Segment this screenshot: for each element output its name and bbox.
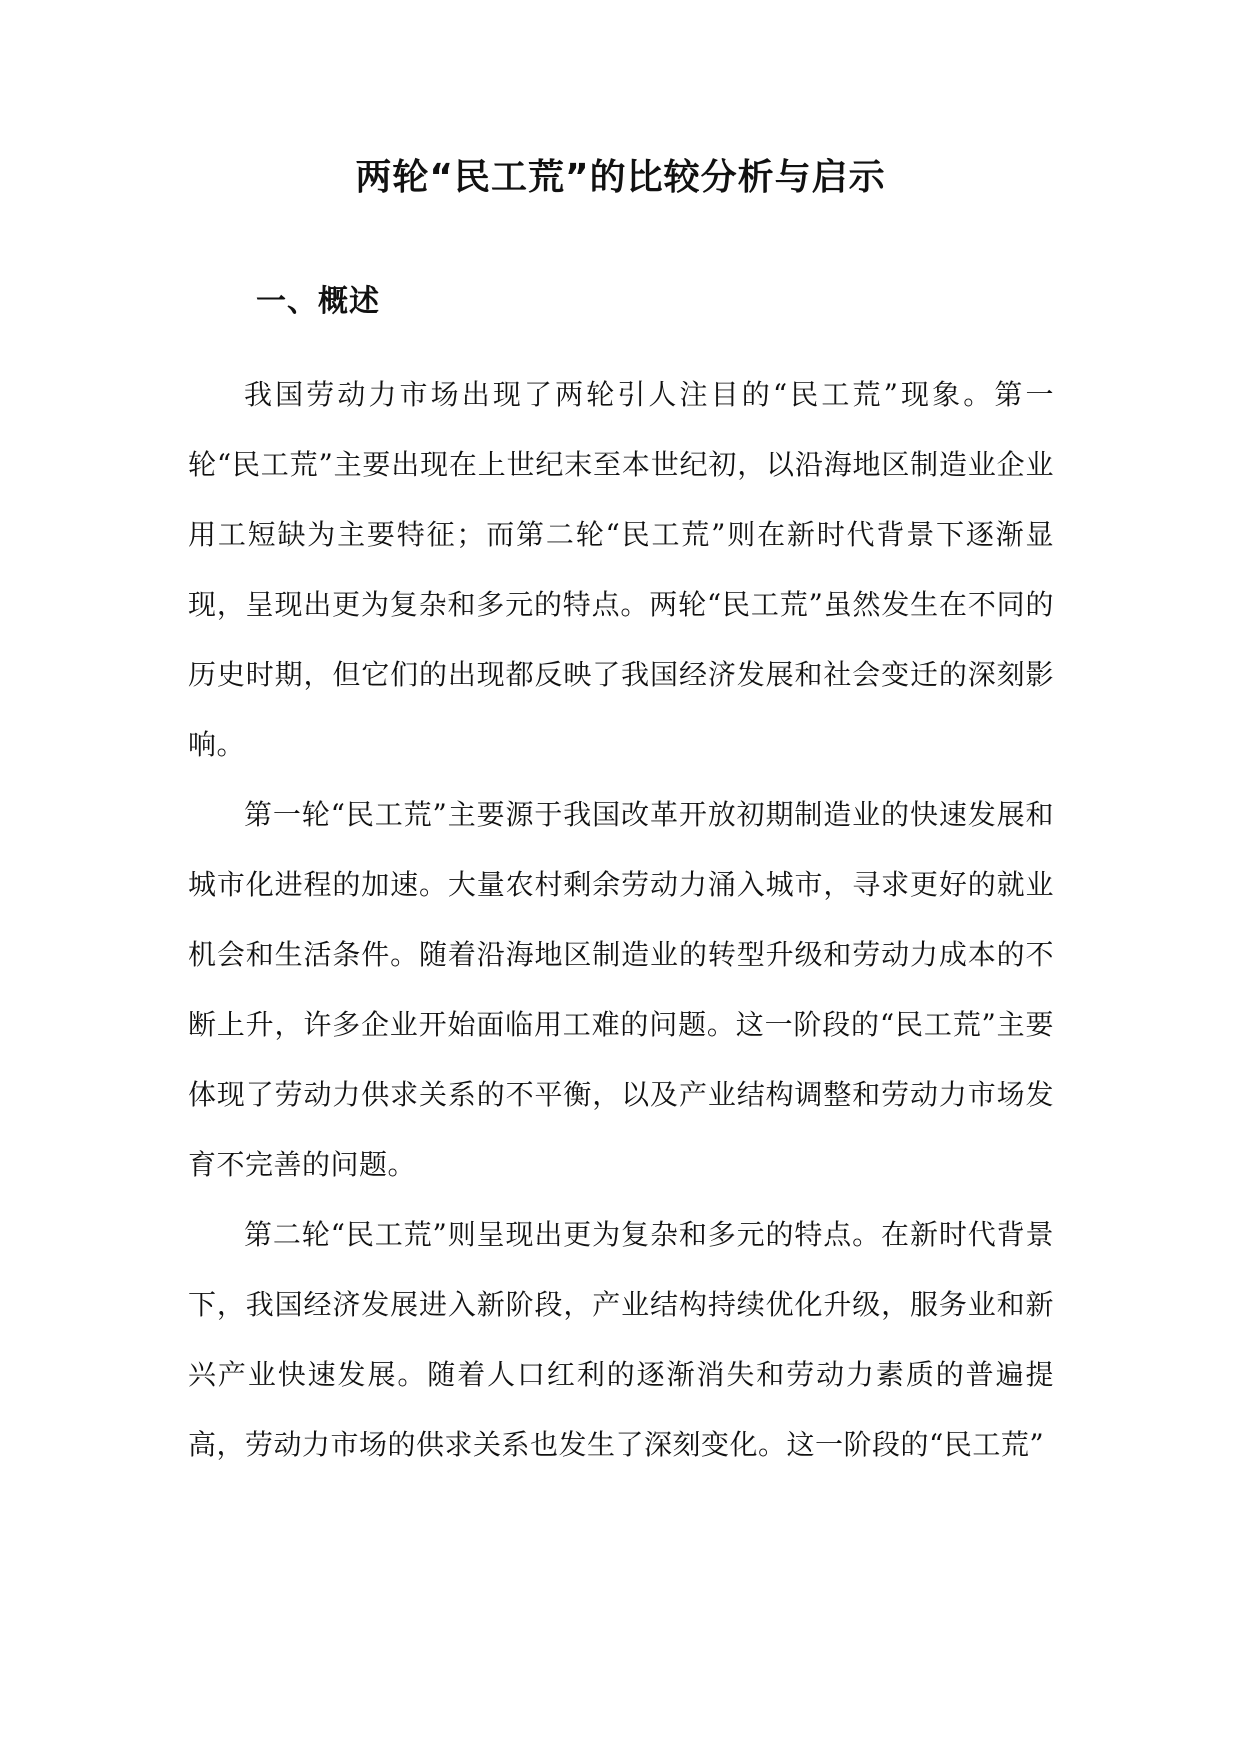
- document-title: 两轮“民工荒”的比较分析与启示: [355, 157, 886, 198]
- body-text: [188, 360, 1054, 1480]
- paragraph: 我国劳动力市场出现了两轮引人注目的“民工荒”现象。第一轮“民工荒”主要出现在上世纪末至本世纪初，以沿海地区制造业企业用工短缺为主要特征；而第二轮“民工荒”则在新时代背景下逐渐显现，呈现出更为复杂和多元的特点。两轮“民工荒”虽然发生在不同的历史时期，但它们的出现都反映了我国经济发展和社会变迁的深刻影响。: [188, 378, 1054, 761]
- paragraph: 第一轮“民工荒”主要源于我国改革开放初期制造业的快速发展和城市化进程的加速。大量农村剩余劳动力涌入城市，寻求更好的就业机会和生活条件。随着沿海地区制造业的转型升级和劳动力成本的不断上升，许多企业开始面临用工难的问题。这一阶段的“民工荒”主要体现了劳动力供求关系的不平衡，以及产业结构调整和劳动力市场发育不完善的问题。: [188, 798, 1054, 1181]
- section-heading: 一、概述: [256, 284, 380, 319]
- paragraph: 第二轮“民工荒”则呈现出更为复杂和多元的特点。在新时代背景下，我国经济发展进入新阶段，产业结构持续优化升级，服务业和新兴产业快速发展。随着人口红利的逐渐消失和劳动力素质的普遍提高，劳动力市场的供求关系也发生了深刻变化。这一阶段的“民工荒”: [188, 1218, 1054, 1461]
